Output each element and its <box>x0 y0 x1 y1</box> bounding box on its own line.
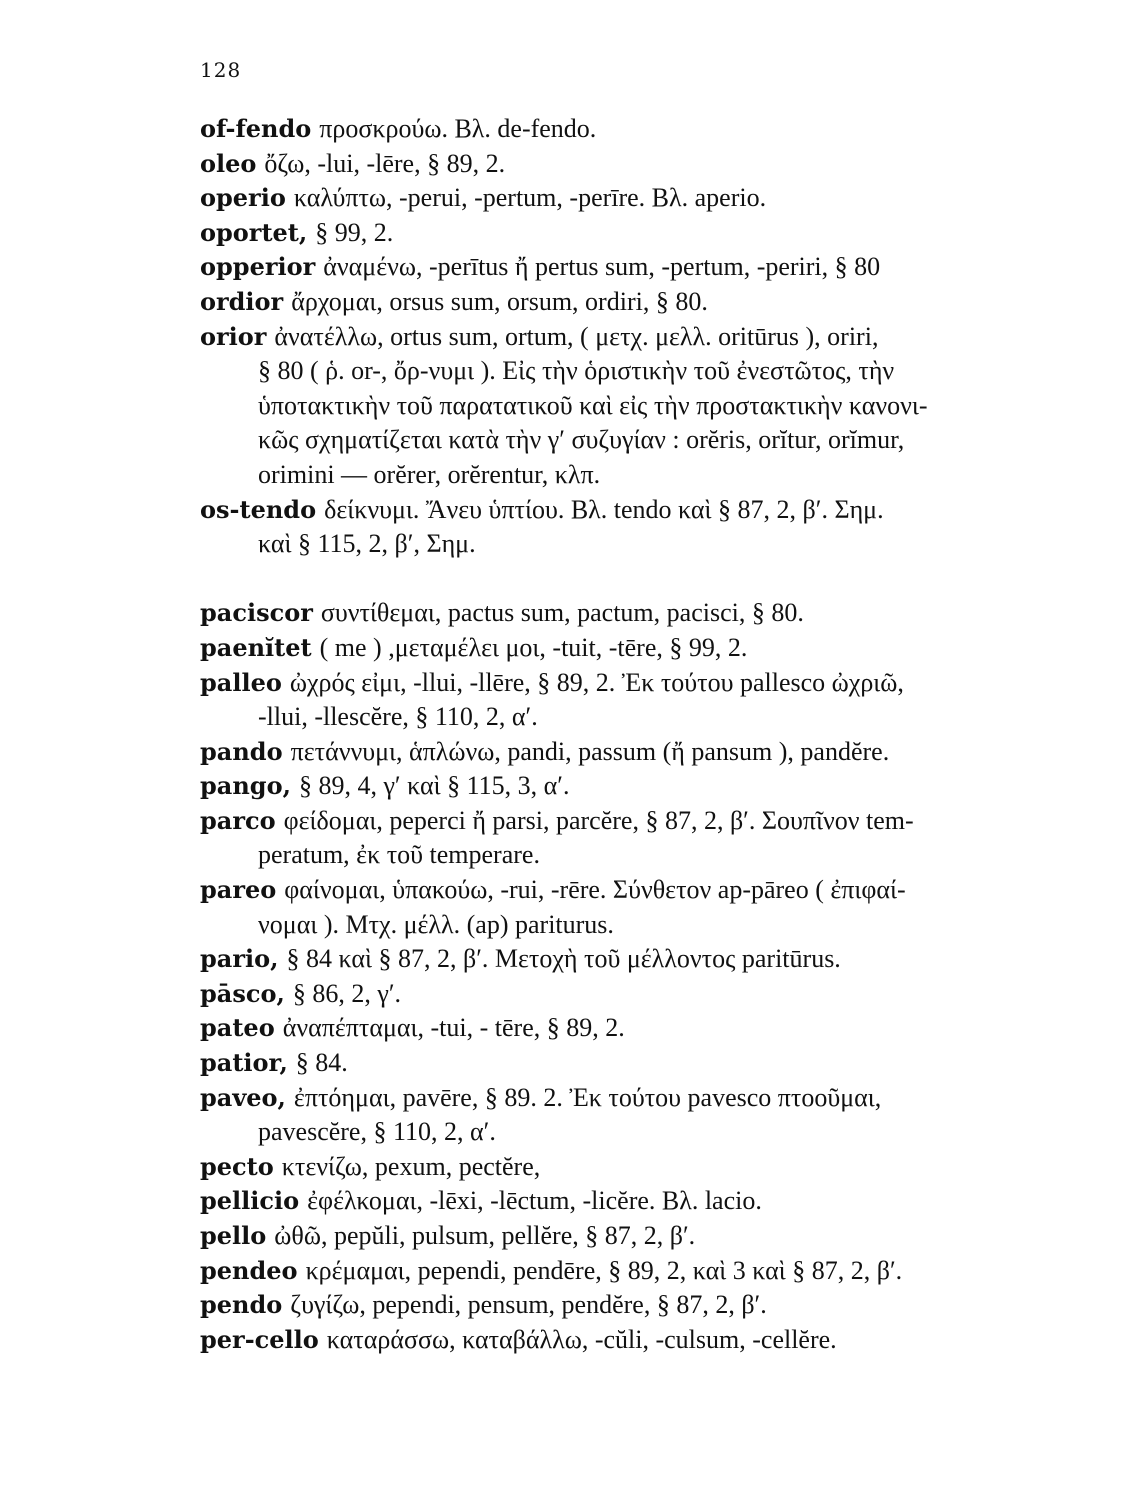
entry-text: ζυγίζω, pependi, pensum, pendĕre, § 87, 2, β′. <box>290 1290 767 1320</box>
dictionary-entry <box>200 942 1100 977</box>
dictionary-entry <box>200 977 1100 1012</box>
entry-continuation: orimini — orĕrer, orĕrentur, κλπ. <box>258 459 601 489</box>
entry-line <box>200 250 1100 285</box>
dictionary-entry <box>200 873 1100 942</box>
entry-headword: of-fendo <box>200 114 312 143</box>
dictionary-entry <box>200 1011 1100 1046</box>
entry-line <box>200 1288 1100 1323</box>
entry-headword: pellicio <box>200 1186 300 1216</box>
entry-line <box>200 631 1100 666</box>
entry-text: ἐπτόημαι, pavēre, § 89. 2. Ἐκ τούτου pavesco πτοοῦμαι, <box>293 1082 882 1112</box>
entry-line <box>200 942 1100 977</box>
entry-line <box>200 1011 1100 1046</box>
entry-line <box>200 804 1100 839</box>
entry-line <box>200 666 1100 701</box>
entry-continuation: ὑποτακτικὴν τοῦ παρατατικοῦ καὶ εἰς τὴν προστακτικὴν κανονι- <box>258 390 928 420</box>
dictionary-entry <box>200 181 1100 216</box>
entry-text: ἀνατέλλω, ortus sum, ortum, ( μετχ. μελλ. oritūrus ), oriri, <box>274 321 879 351</box>
dictionary-entry <box>200 320 1100 493</box>
entry-headword: pango, <box>200 771 291 801</box>
page-number: 128 <box>200 58 242 82</box>
entry-text: κρέμαμαι, pependi, pendēre, § 89, 2, καὶ 3 καὶ § 87, 2, β′. <box>305 1255 903 1285</box>
dictionary-entry <box>200 666 1100 735</box>
dictionary-entry <box>200 147 1100 182</box>
entry-headword: operio <box>200 183 286 213</box>
entry-headword: pello <box>200 1221 267 1250</box>
entry-headword: parco <box>200 805 276 835</box>
entry-line <box>200 1150 1100 1185</box>
dictionary-entry <box>200 1219 1100 1254</box>
entry-line <box>200 873 1100 908</box>
entry-text: § 89, 4, γ′ καὶ § 115, 3, α′. <box>298 771 570 801</box>
entry-continuation: peratum, ἐκ τοῦ temperare. <box>258 840 540 870</box>
entry-text: ἄρχομαι, orsus sum, orsum, ordiri, § 80. <box>291 286 708 316</box>
entry-line <box>200 285 1100 320</box>
entry-line <box>200 769 1100 804</box>
entry-text: καλύπτω, -perui, -pertum, -perīre. Βλ. aperio. <box>293 183 767 213</box>
dictionary-entry <box>200 804 1100 873</box>
entry-continuation: -llui, -llescĕre, § 110, 2, α′. <box>258 702 538 732</box>
entry-line <box>200 1046 1100 1081</box>
entry-text: ὠθῶ, pepŭli, pulsum, pellĕre, § 87, 2, β′. <box>274 1221 696 1250</box>
entry-line <box>200 1219 1100 1254</box>
entry-text: ἀναμένω, -perītus ἤ pertus sum, -pertum, -periri, § 80 <box>323 252 881 282</box>
entry-headword: paciscor <box>200 598 313 628</box>
entry-continuation: καὶ § 115, 2, β′, Σημ. <box>258 529 476 559</box>
entry-text: ὠχρός εἰμι, -llui, -llēre, § 89, 2. Ἐκ τούτου pallesco ὠχριῶ, <box>289 667 904 697</box>
entry-text: πετάννυμι, ἁπλώνω, pandi, passum (ἤ pansum ), pandĕre. <box>290 736 890 766</box>
entry-headword: ordior <box>200 286 284 316</box>
entry-line <box>200 735 1100 770</box>
entry-line <box>200 112 1100 147</box>
entry-line <box>200 320 1100 355</box>
entry-text: § 84 καὶ § 87, 2, β′. Μετοχὴ τοῦ μέλλοντος paritūrus. <box>286 944 841 974</box>
entry-text: συντίθεμαι, pactus sum, pactum, pacisci, § 80. <box>320 598 804 628</box>
entry-text: ἐφέλκομαι, -lēxi, -lēctum, -licĕre. Βλ. lacio. <box>307 1186 762 1216</box>
entry-headword: pendo <box>200 1290 283 1320</box>
dictionary-entry <box>200 735 1100 770</box>
section-gap <box>200 562 1100 597</box>
entry-line <box>200 1081 1100 1116</box>
entry-line <box>200 493 1100 528</box>
entry-headword: patior, <box>200 1048 288 1078</box>
entry-line <box>200 147 1100 182</box>
entry-continuation: νομαι ). Μτχ. μέλλ. (ap) pariturus. <box>258 909 614 939</box>
dictionary-entry <box>200 1288 1100 1323</box>
dictionary-entries <box>200 112 1100 1357</box>
entry-headword: os-tendo <box>200 494 317 524</box>
dictionary-entry <box>200 1150 1100 1185</box>
entry-text: ὄζω, -lui, -lēre, § 89, 2. <box>264 148 506 178</box>
entry-headword: pateo <box>200 1013 275 1043</box>
entry-headword: per-cello <box>200 1324 319 1354</box>
entry-continuation: κῶς σχηματίζεται κατὰ τὴν γ′ συζυγίαν : orĕris, orĭtur, orĭmur, <box>258 425 905 455</box>
entry-text: ἀναπέπταμαι, -tui, - tēre, § 89, 2. <box>282 1013 625 1043</box>
entry-continuation: pavescĕre, § 110, 2, α′. <box>258 1117 496 1147</box>
dictionary-entry <box>200 285 1100 320</box>
entry-headword: oportet, <box>200 217 308 247</box>
entry-line <box>200 181 1100 216</box>
entry-headword: pando <box>200 736 283 766</box>
dictionary-entry <box>200 1323 1100 1358</box>
dictionary-entry <box>200 1184 1100 1219</box>
dictionary-entry <box>200 1046 1100 1081</box>
entry-line <box>200 596 1100 631</box>
entry-line <box>200 1184 1100 1219</box>
entry-line <box>200 1323 1100 1358</box>
entry-headword: pāsco, <box>200 978 285 1008</box>
entry-headword: paveo, <box>200 1082 286 1112</box>
entry-text: φείδομαι, peperci ἤ parsi, parcĕre, § 87, 2, β′. Σουπῖνον tem- <box>283 805 914 835</box>
entry-text: § 99, 2. <box>315 217 394 247</box>
entry-text: καταράσσω, καταβάλλω, -cŭli, -culsum, -cellĕre. <box>326 1324 837 1354</box>
entry-line <box>200 977 1100 1012</box>
entry-headword: oleo <box>200 148 257 178</box>
dictionary-entry <box>200 769 1100 804</box>
dictionary-entry <box>200 250 1100 285</box>
entry-headword: pario, <box>200 944 279 974</box>
entry-text: φαίνομαι, ὑπακούω, -rui, -rēre. Σύνθετον ap-pāreo ( ἐπιφαί- <box>284 875 906 905</box>
dictionary-entry <box>200 1254 1100 1289</box>
entry-text: δείκνυμι. Ἄνευ ὑπτίου. Βλ. tendo καὶ § 87, 2, β′. Σημ. <box>324 494 884 524</box>
entry-headword: orior <box>200 321 267 351</box>
entry-text: κτενίζω, pexum, pectĕre, <box>281 1151 541 1181</box>
entry-headword: opperior <box>200 252 316 282</box>
dictionary-entry <box>200 112 1100 147</box>
entry-headword: pendeo <box>200 1255 298 1285</box>
entry-line <box>200 216 1100 251</box>
entry-text: § 84. <box>295 1048 348 1078</box>
entry-continuation: § 80 ( ῥ. or-, ὄρ-νυμι ). Εἰς τὴν ὁριστικὴν τοῦ ἐνεστῶτος, τὴν <box>258 356 895 386</box>
entry-line <box>200 1254 1100 1289</box>
entry-headword: pecto <box>200 1151 274 1181</box>
entry-headword: pareo <box>200 875 277 905</box>
entry-headword: paenĭtet <box>200 632 312 662</box>
entry-text: ( me ) ,μεταμέλει μοι, -tuit, -tēre, § 99, 2. <box>319 632 748 662</box>
entry-headword: palleo <box>200 667 282 697</box>
dictionary-entry <box>200 1081 1100 1150</box>
dictionary-entry <box>200 596 1100 631</box>
dictionary-entry <box>200 493 1100 562</box>
entry-text: προσκρούω. Βλ. de-fendo. <box>319 114 597 143</box>
entry-text: § 86, 2, γ′. <box>292 978 402 1008</box>
dictionary-entry <box>200 216 1100 251</box>
dictionary-entry <box>200 631 1100 666</box>
